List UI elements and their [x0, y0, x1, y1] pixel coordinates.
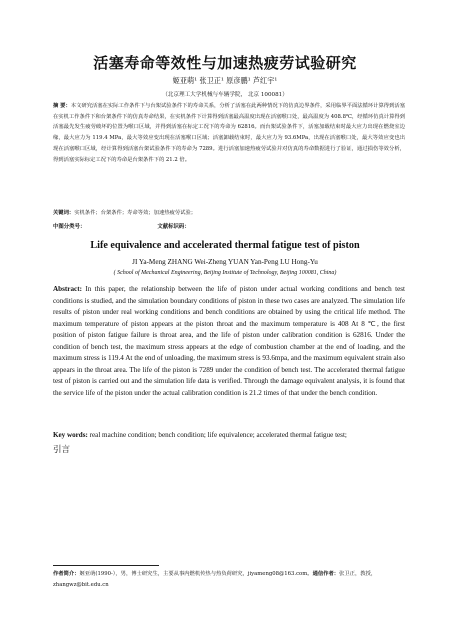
author-footnote	[53, 569, 405, 590]
english-keywords	[53, 431, 405, 439]
english-abstract	[53, 284, 405, 399]
footnote-author-label: 作者简介：	[53, 571, 80, 577]
document-code-label: 文献标识码：	[157, 224, 190, 230]
footnote-corresponding-label: 通信作者：	[312, 571, 340, 577]
chinese-abstract	[53, 101, 405, 165]
chinese-keywords	[53, 208, 405, 216]
chinese-title: 活塞寿命等效性与加速热疲劳试验研究	[93, 54, 357, 72]
footnote-author-text: 姬亚萌(1990-），男，博士研究生，主要从事内燃机传热与热负荷研究，jiyameng08@163.com。	[79, 571, 313, 577]
chinese-keywords-label: 关键词：	[53, 210, 75, 216]
chinese-affiliation: （北京理工大学机械与车辆学院， 北京 100081）	[162, 92, 288, 98]
chinese-keywords-text: 实机条件；台架条件；寿命等效；加速热疲劳试验；	[74, 210, 197, 216]
english-abstract-label: Abstract:	[53, 285, 82, 293]
english-authors: JI Ya-Meng ZHANG Wei-Zheng YUAN Yan-Peng LU Hong-Yu	[132, 258, 318, 266]
classification-line	[53, 222, 405, 230]
introduction-heading: 引言	[53, 445, 71, 455]
chinese-abstract-text: 本文研究活塞在实际工作条件下与台架试验条件下的寿命关系，分析了活塞在此两种情况下的仿真边界条件，采用临界平面法循环计算得到活塞在实机工作条件下和台架条件下的仿真寿命结果，在实机条件下计算得到活塞最高温度出现在活塞喉口处，最高温度为 408.8℃，经循环仿真计算得到活塞最先发生疲劳破坏的位置为喉口区域，并得到活塞在标定工况下的寿命为 62816。而台架试验条件下，活塞加载结束时最大应力出现在燃烧室边缘，最大应力为 119.4 MPa，最大等效应变出现在活塞喉口区域；活塞卸载结束时，最大应力为 93.6MPa，出现在活塞喉口处，最大等效应变也出现在活塞喉口区域，经计算得到活塞台架试验条件下的寿命为 7289。进行活塞加速热疲劳试验并对仿真的寿命数据进行了验证，通过损伤等效分析，得到活塞实际标定工况下的寿命是台架条件下的 21.2 倍。	[53, 103, 405, 163]
footnote-corresponding-text: 张卫正，教授，zhangwz@bit.edu.cn	[53, 571, 377, 588]
chinese-abstract-label: 摘 要：	[53, 103, 71, 109]
english-abstract-text: In this paper, the relationship between the life of piston under actual working conditions and bench test conditions is studied, and the simulation boundary conditions of piston in these two cases are analyzed. The simulation life results of piston under real working conditions and bench conditions are obtained by using the critical life method. The maximum temperature of piston appears at the piston throat and the maximum temperature is 408 At 8 ℃, the first position of piston fatigue failure is throat area, and the life of piston under calibration condition is 62816. Under the condition of bench test, the maximum stress appears at the edge of combustion chamber at the end of loading, and the maximum stress is 119.4 At the end of unloading, the maximum stress is 93.6mpa, and the maximum equivalent strain also appears in the throat area. The life of the piston is 7289 under the condition of bench test. The accelerated thermal fatigue test of piston is carried out and the simulation life data is verified. Through the damage equivalent analysis, it is found that the service life of the piston under the actual calibration condition is 21.2 times of that under the bench condition.	[53, 285, 405, 397]
english-affiliation: ( School of Mechanical Engineering, Beijing Institute of Technology, Beijing 100081, China)	[113, 270, 337, 276]
classification-label: 中图分类号：	[53, 224, 86, 230]
english-keywords-label: Key words:	[53, 431, 88, 439]
english-title: Life equivalence and accelerated thermal fatigue test of piston	[90, 240, 360, 251]
english-keywords-text: real machine condition; bench condition; life equivalence; accelerated thermal fatigue test;	[89, 431, 347, 439]
chinese-authors: 姬亚萌¹ 张卫正¹ 原彦鹏¹ 芦红宇¹	[172, 76, 278, 85]
footnote-divider	[53, 565, 159, 566]
